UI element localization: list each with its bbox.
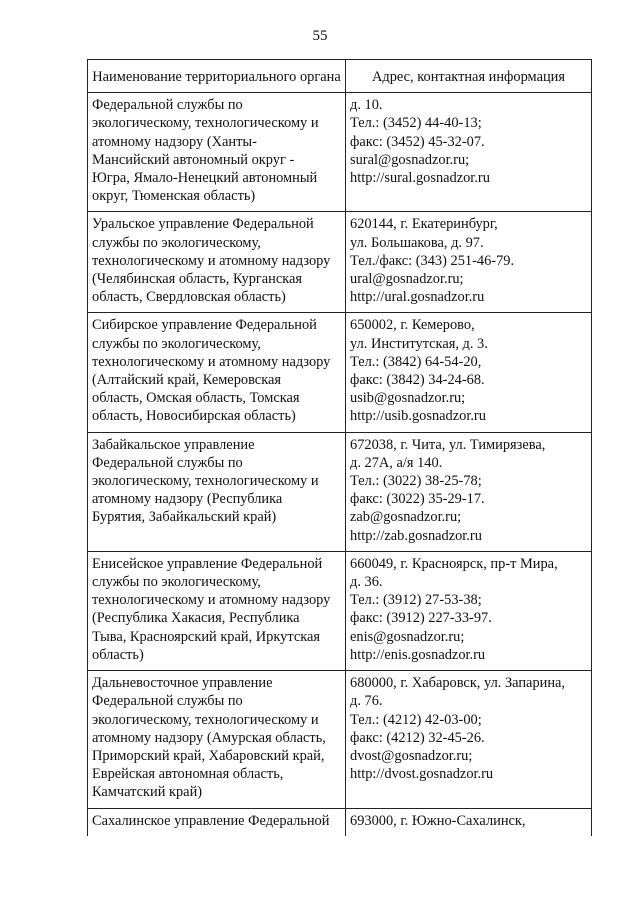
name-line: Федеральной службы по <box>92 454 243 471</box>
name-line: Еврейская автономная область, <box>92 766 284 783</box>
name-line: округ, Тюменская область) <box>92 188 256 205</box>
territorial-body-name-cell <box>88 93 346 212</box>
contact-info-cell <box>346 212 592 313</box>
table-row <box>88 93 592 212</box>
name-line: область, Омская область, Томская <box>92 390 300 407</box>
name-line: Бурятия, Забайкальский край) <box>92 509 277 526</box>
territorial-bodies-table <box>87 59 592 836</box>
table-row <box>88 551 592 670</box>
name-line: Камчатский край) <box>92 784 203 801</box>
contact-info-cell <box>346 313 592 432</box>
name-line: Тыва, Красноярский край, Иркутская <box>92 628 320 645</box>
table-row <box>88 808 592 836</box>
contact-line: http://zab.gosnadzor.ru <box>350 527 482 544</box>
contact-info-cell <box>346 432 592 551</box>
name-line: (Челябинская область, Курганская <box>92 271 303 288</box>
contact-line: ural@gosnadzor.ru; <box>350 271 464 288</box>
contact-line: 620144, г. Екатеринбург, <box>350 216 498 233</box>
name-line: Забайкальское управление <box>92 436 255 453</box>
contact-line: Тел.: (3912) 27-53-38; <box>350 592 482 609</box>
contact-info-cell <box>346 93 592 212</box>
name-line: атомному надзору (Республика <box>92 491 283 508</box>
page-number: 55 <box>312 28 328 44</box>
contact-line: sural@gosnadzor.ru; <box>350 151 470 168</box>
name-line: технологическому и атомному надзору <box>92 353 331 370</box>
territorial-body-name-cell <box>88 313 346 432</box>
contact-info-cell <box>346 551 592 670</box>
name-line: Уральское управление Федеральной <box>92 216 314 233</box>
contact-line: http://enis.gosnadzor.ru <box>350 646 486 663</box>
name-line: Дальневосточное управление <box>92 675 273 692</box>
contact-line: zab@gosnadzor.ru; <box>350 509 462 526</box>
territorial-body-name-cell <box>88 432 346 551</box>
name-line: область, Новосибирская область) <box>92 408 296 425</box>
name-line: экологическому, технологическому и <box>92 115 319 132</box>
name-line: Сибирское управление Федеральной <box>92 317 317 334</box>
contact-line: д. 27А, а/я 140. <box>350 454 443 471</box>
contact-info-cell <box>346 808 592 836</box>
contact-line: 672038, г. Чита, ул. Тимирязева, <box>350 436 546 453</box>
table-row <box>88 313 592 432</box>
name-line: Енисейское управление Федеральной <box>92 555 323 572</box>
contact-info-cell <box>346 671 592 808</box>
contact-line: 680000, г. Хабаровск, ул. Запарина, <box>350 675 566 692</box>
name-line: Мансийский автономный округ - <box>92 151 295 168</box>
name-line: Приморский край, Хабаровский край, <box>92 747 325 764</box>
name-line: службы по экологическому, <box>92 335 261 352</box>
name-line: (Республика Хакасия, Республика <box>92 610 300 627</box>
name-line: атомному надзору (Амурская область, <box>92 729 326 746</box>
contact-line: Тел.: (3452) 44-40-13; <box>350 115 482 132</box>
contact-line: д. 10. <box>350 97 383 114</box>
territorial-body-name-cell <box>88 671 346 808</box>
table-row <box>88 432 592 551</box>
name-line: экологическому, технологическому и <box>92 711 319 728</box>
contact-line: http://sural.gosnadzor.ru <box>350 170 490 187</box>
name-line: (Алтайский край, Кемеровская <box>92 372 281 389</box>
contact-line: Тел.: (3842) 64-54-20, <box>350 353 482 370</box>
name-line: экологическому, технологическому и <box>92 473 319 490</box>
contact-line: Тел.: (3022) 38-25-78; <box>350 473 482 490</box>
contact-line: ул. Институтская, д. 3. <box>350 335 488 352</box>
contact-line: 660049, г. Красноярск, пр-т Мира, <box>350 555 558 572</box>
territorial-body-name-cell <box>88 808 346 836</box>
name-line: Югра, Ямало-Ненецкий автономный <box>92 170 318 187</box>
contact-line: 650002, г. Кемерово, <box>350 317 475 334</box>
name-line: атомному надзору (Ханты- <box>92 133 257 150</box>
contact-line: http://dvost.gosnadzor.ru <box>350 766 494 783</box>
name-line: технологическому и атомному надзору <box>92 252 331 269</box>
name-line: область) <box>92 646 144 663</box>
contact-line: факс: (4212) 32-45-26. <box>350 729 485 746</box>
name-line: технологическому и атомному надзору <box>92 592 331 609</box>
territorial-body-name-cell <box>88 551 346 670</box>
contact-line: факс: (3452) 45-32-07. <box>350 133 485 150</box>
contact-line: д. 76. <box>350 693 383 710</box>
contact-line: факс: (3912) 227-33-97. <box>350 610 492 627</box>
name-line: службы по экологическому, <box>92 574 261 591</box>
contact-line: dvost@gosnadzor.ru; <box>350 747 473 764</box>
name-line: область, Свердловская область) <box>92 289 286 306</box>
name-line: службы по экологическому, <box>92 234 261 251</box>
table-row <box>88 671 592 808</box>
contact-line: факс: (3022) 35-29-17. <box>350 491 485 508</box>
header-name: Наименование территориального органа <box>88 60 346 93</box>
name-line: Федеральной службы по <box>92 97 243 114</box>
table-row <box>88 212 592 313</box>
name-line: Сахалинское управление Федеральной <box>92 812 330 829</box>
header-address: Адрес, контактная информация <box>346 60 592 93</box>
territorial-body-name-cell <box>88 212 346 313</box>
contact-line: enis@gosnadzor.ru; <box>350 628 465 645</box>
contact-line: Тел./факс: (343) 251-46-79. <box>350 252 515 269</box>
contact-line: ул. Большакова, д. 97. <box>350 234 484 251</box>
table-header-row <box>88 60 592 93</box>
contact-line: Тел.: (4212) 42-03-00; <box>350 711 482 728</box>
contact-line: факс: (3842) 34-24-68. <box>350 372 485 389</box>
contact-line: 693000, г. Южно-Сахалинск, <box>350 812 526 829</box>
contact-line: http://ural.gosnadzor.ru <box>350 289 485 306</box>
contact-line: http://usib.gosnadzor.ru <box>350 408 486 425</box>
contact-line: д. 36. <box>350 574 383 591</box>
name-line: Федеральной службы по <box>92 693 243 710</box>
contact-line: usib@gosnadzor.ru; <box>350 390 466 407</box>
